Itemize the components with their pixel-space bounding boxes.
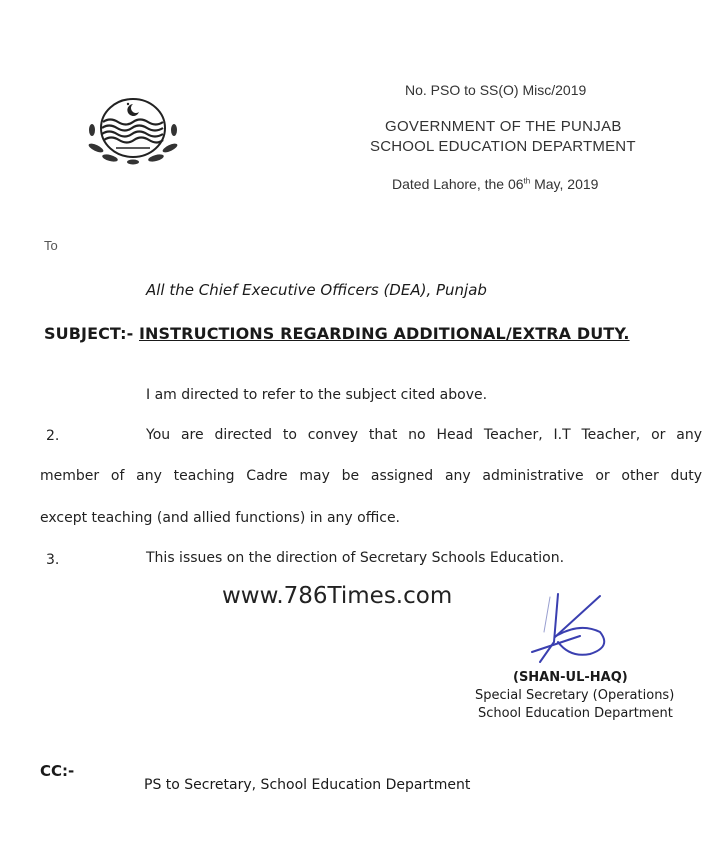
- subject-line: [44, 324, 630, 343]
- government-heading: GOVERNMENT OF THE PUNJAB: [385, 118, 622, 135]
- signature-icon: [520, 592, 630, 682]
- emblem-icon: [78, 90, 188, 170]
- paragraph-2-line-3: except teaching (and allied functions) in any office.: [40, 510, 401, 526]
- punjab-emblem: [78, 90, 188, 170]
- to-label: To: [44, 238, 58, 253]
- paragraph-2-number: 2.: [46, 428, 60, 444]
- paragraph-3-number: 3.: [46, 552, 60, 568]
- recipient: All the Chief Executive Officers (DEA), Punjab: [146, 281, 487, 299]
- signatory-department: School Education Department: [478, 706, 673, 721]
- signatory-name: (SHAN-UL-HAQ): [513, 670, 628, 685]
- paragraph-1: I am directed to refer to the subject cited above.: [146, 387, 488, 403]
- cc-label: CC:-: [40, 762, 75, 780]
- date-month-year: May, 2019: [530, 176, 599, 192]
- watermark: www.786Times.com: [222, 583, 453, 609]
- date-text: Dated Lahore, the 06: [392, 176, 524, 192]
- letter-date: [392, 176, 598, 192]
- reference-number: No. PSO to SS(O) Misc/2019: [405, 82, 587, 98]
- subject-text: INSTRUCTIONS REGARDING ADDITIONAL/EXTRA DUTY.: [139, 324, 630, 343]
- cc-item: PS to Secretary, School Education Department: [144, 777, 471, 793]
- date-superscript: th: [523, 176, 531, 186]
- department-heading: SCHOOL EDUCATION DEPARTMENT: [370, 138, 636, 155]
- paragraph-3: This issues on the direction of Secretary Schools Education.: [146, 550, 565, 566]
- paragraph-2-line-2: member of any teaching Cadre may be assigned any administrative or other duty: [40, 468, 702, 484]
- paragraph-2-line-1: You are directed to convey that no Head Teacher, I.T Teacher, or any: [146, 427, 702, 443]
- subject-label: SUBJECT:-: [44, 324, 134, 343]
- signatory-title: Special Secretary (Operations): [475, 688, 675, 703]
